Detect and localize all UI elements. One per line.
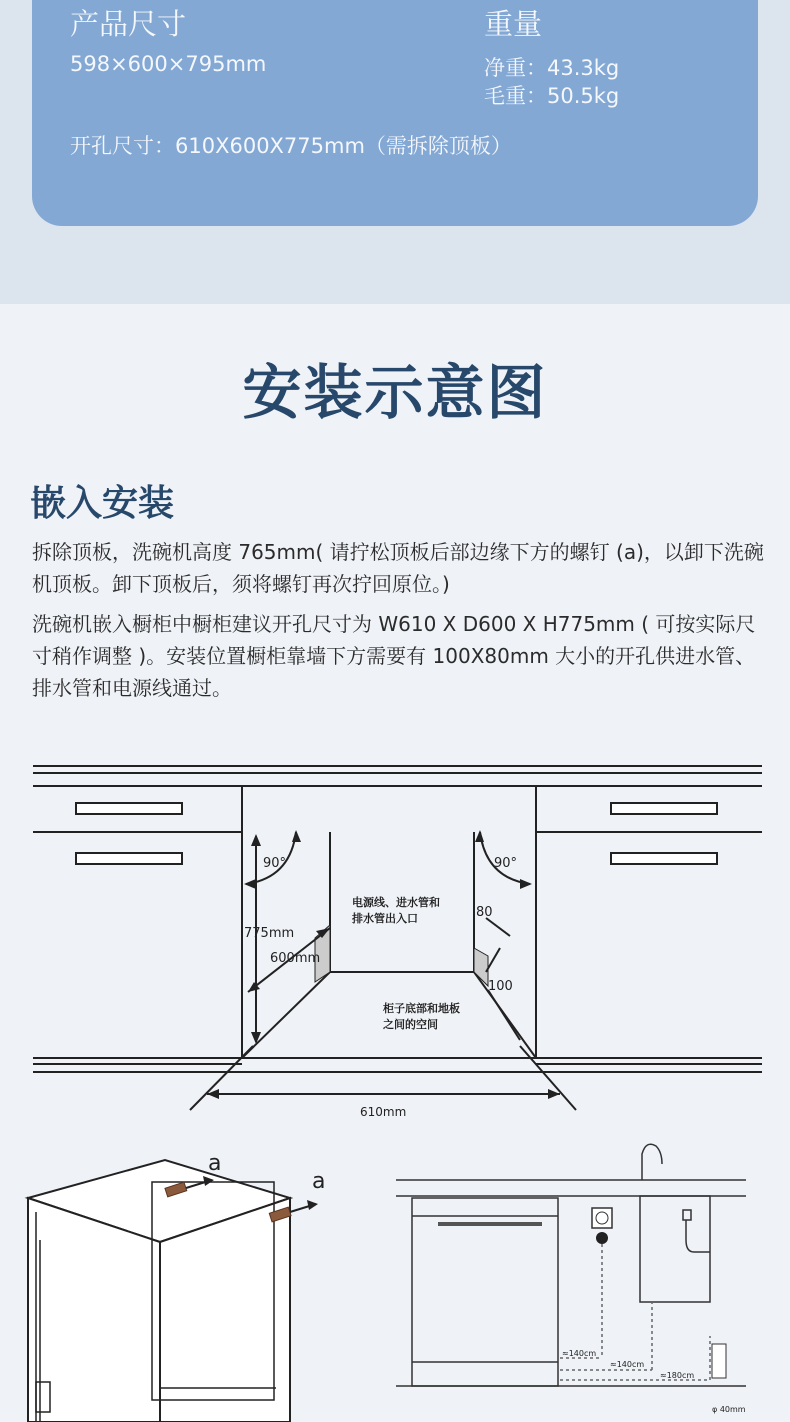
install-subtitle: 嵌入安装 (30, 483, 175, 524)
hole-width-label: 80 (476, 905, 493, 920)
cutout-diagram (0, 750, 790, 1130)
size-title: 产品尺寸 (70, 7, 187, 41)
power-note-line1: 电源线、进水管和 (352, 896, 440, 909)
angle-left-label: 90° (263, 856, 287, 871)
screw-label-a1: a (208, 1151, 222, 1176)
cutout-size: 开孔尺寸：610X600X775mm（需拆除顶板） (70, 134, 512, 158)
screw-label-a2: a (312, 1169, 326, 1194)
gross-weight: 毛重：50.5kg (484, 84, 620, 108)
wall-socket (592, 1208, 612, 1228)
depth-label: 600mm (270, 951, 321, 966)
spec-card (32, 0, 758, 226)
floor-note-line2: 之间的空间 (383, 1018, 438, 1031)
pipe-diameter-label: φ 40mm (712, 1405, 746, 1414)
distance-label-3: ≈180cm (660, 1371, 695, 1380)
screw-diagram (0, 1140, 340, 1422)
install-paragraph-1: 拆除顶板，洗碗机高度 765mm( 请拧松顶板后部边缘下方的螺钉 (a)，以卸下洗碗机顶板。卸下顶板后，须将螺钉再次拧回原位。) (32, 540, 764, 596)
weight-title: 重量 (484, 7, 543, 41)
section-title: 安装示意图 (242, 358, 548, 427)
floor-note-line1: 柜子底部和地板 (383, 1002, 460, 1015)
width-label: 610mm (360, 1105, 407, 1119)
install-paragraph-2: 洗碗机嵌入橱柜中橱柜建议开孔尺寸为 W610 X D600 X H775mm ( 可按实际尺寸稍作调整 )。安装位置橱柜靠墙下方需要有 100X80mm 大小的开孔供进水管、排水管和电源线通过。 (32, 612, 756, 700)
spec-band (0, 0, 790, 304)
distance-label-2: ≈140cm (610, 1360, 645, 1369)
net-weight: 净重：43.3kg (484, 56, 620, 80)
distance-label-1: ≈140cm (562, 1349, 597, 1358)
height-label: 775mm (244, 926, 295, 941)
hole-height-label: 100 (488, 979, 513, 994)
angle-right-label: 90° (494, 856, 518, 871)
size-value: 598×600×795mm (70, 52, 267, 76)
power-note-line2: 排水管出入口 (352, 912, 418, 925)
plumbing-diagram (390, 1140, 770, 1422)
